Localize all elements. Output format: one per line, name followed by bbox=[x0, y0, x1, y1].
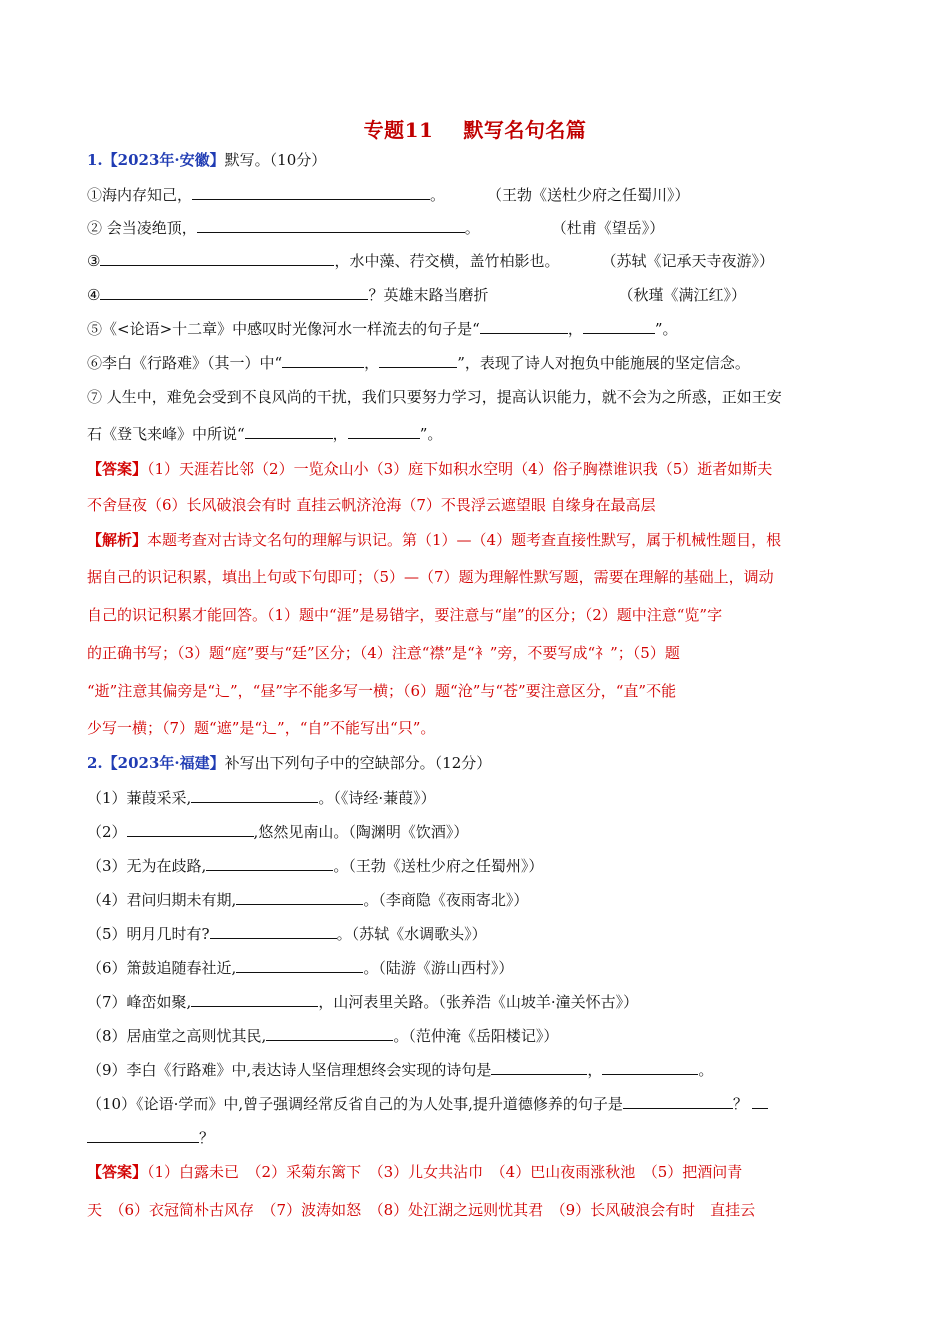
item-text: ⑤《<论语>十二章》中感叹时光像河水一样流去的句子是“ bbox=[87, 320, 480, 338]
item-text: （3）无为在歧路, bbox=[87, 857, 207, 875]
q1-item-4 bbox=[87, 285, 877, 305]
fill-blank bbox=[491, 1060, 587, 1075]
fill-blank bbox=[87, 1128, 199, 1143]
q1-item-7b bbox=[87, 424, 877, 444]
q2-item-10b bbox=[87, 1128, 877, 1148]
item-text: ,悠然见南山。（陶渊明《饮酒》） bbox=[253, 823, 469, 841]
item-text: ①海内存知己， bbox=[87, 186, 193, 204]
fill-blank bbox=[602, 1060, 698, 1075]
q2-source: 【2023年·福建】 bbox=[102, 754, 225, 772]
q2-item-8 bbox=[87, 1026, 877, 1046]
fill-blank bbox=[206, 856, 333, 871]
fill-blank bbox=[192, 185, 430, 200]
q2-item-9 bbox=[87, 1060, 877, 1080]
item-text: ， bbox=[332, 425, 348, 443]
q1-analysis-line-1 bbox=[87, 530, 877, 550]
q1-answer-line-2 bbox=[87, 495, 877, 515]
title-topic-name: 默写名句名篇 bbox=[463, 118, 587, 142]
item-text: 。（苏轼《水调歌头》） bbox=[336, 925, 487, 943]
analysis-tag: 【解析】 bbox=[87, 531, 148, 549]
answer-text: 天 （6）衣冠简朴古风存 （7）波涛如怒 （8）处江湖之远则忧其君 （9）长风破浪会有时 直挂云 bbox=[87, 1201, 756, 1219]
q2-item-2 bbox=[87, 822, 877, 842]
item-text: ， bbox=[364, 354, 380, 372]
fill-blank bbox=[623, 1094, 733, 1109]
answer-text: （1）白露未已 （2）采菊东篱下 （3）儿女共沾巾 （4）巴山夜雨涨秋池 （5）把酒问青 bbox=[147, 1163, 743, 1181]
item-text: ”。 bbox=[654, 320, 678, 338]
item-citation: （苏轼《记承天寺夜游》） bbox=[601, 252, 774, 270]
fill-blank bbox=[100, 251, 334, 266]
fill-blank bbox=[348, 424, 420, 439]
item-text: 。 bbox=[698, 1061, 714, 1079]
q2-item-10a bbox=[87, 1094, 877, 1114]
item-text: （6）箫鼓追随春社近, bbox=[87, 959, 237, 977]
item-text: 石《登飞来峰》中所说“ bbox=[87, 425, 245, 443]
analysis-text: 少写一横；（7）题“遮”是“辶”，“自”不能写出“只”。 bbox=[87, 719, 436, 737]
item-citation: （杜甫《望岳》） bbox=[551, 219, 665, 237]
item-text: ④ bbox=[87, 286, 101, 304]
q2-answer-line-2 bbox=[87, 1200, 877, 1220]
fill-blank bbox=[480, 319, 568, 334]
item-text: 。（王勃《送杜少府之任蜀州》） bbox=[333, 857, 544, 875]
item-citation: （秋瑾《满江红》） bbox=[618, 286, 746, 304]
item-text: （10）《论语·学而》中,曾子强调经常反省自己的为人处事,提升道德修养的句子是 bbox=[87, 1095, 623, 1113]
item-text: ？英雄末路当磨折 bbox=[368, 286, 489, 304]
item-text: （8）居庙堂之高则忧其民, bbox=[87, 1027, 267, 1045]
q1-answer-line-1 bbox=[87, 459, 877, 479]
answer-tag: 【答案】 bbox=[87, 1163, 148, 1181]
fill-blank bbox=[191, 788, 318, 803]
item-text: ⑥李白《行路难》（其一）中“ bbox=[87, 354, 283, 372]
item-text: ？ bbox=[732, 1095, 748, 1113]
q2-header bbox=[87, 753, 877, 773]
fill-blank bbox=[236, 958, 363, 973]
q1-item-2 bbox=[87, 218, 877, 238]
q2-item-6 bbox=[87, 958, 877, 978]
analysis-text: 自己的识记积累才能回答。（1）题中“涯”是易错字，要注意与“崖”的区分；（2）题中注意“览”字 bbox=[87, 606, 723, 624]
item-text: （7）峰峦如聚, bbox=[87, 993, 192, 1011]
q1-item-7a bbox=[87, 387, 877, 407]
item-text: 。（范仲淹《岳阳楼记》） bbox=[393, 1027, 559, 1045]
item-text: （1）蒹葭采采, bbox=[87, 789, 192, 807]
item-text: ， bbox=[567, 320, 583, 338]
fill-blank bbox=[100, 285, 368, 300]
q2-number: 2. bbox=[87, 754, 103, 772]
fill-blank bbox=[752, 1094, 768, 1109]
q2-instruction: 补写出下列句子中的空缺部分。（12分） bbox=[224, 754, 492, 772]
item-citation: （王勃《送杜少府之任蜀川》） bbox=[487, 186, 690, 204]
analysis-text: “逝”注意其偏旁是“辶”，“昼”字不能多写一横；（6）题“沧”与“苍”要注意区分，“直”不能 bbox=[87, 682, 677, 700]
q1-instruction: 默写。（10分） bbox=[224, 151, 327, 169]
q2-item-7 bbox=[87, 992, 877, 1012]
item-text: ”。 bbox=[419, 425, 443, 443]
fill-blank bbox=[266, 1026, 393, 1041]
q1-analysis-line-5 bbox=[87, 681, 877, 701]
q1-item-1 bbox=[87, 185, 877, 205]
q1-item-6 bbox=[87, 353, 877, 373]
item-text: 。（陆游《游山西村》） bbox=[363, 959, 514, 977]
q1-analysis-line-6 bbox=[87, 718, 877, 738]
q2-item-1 bbox=[87, 788, 877, 808]
q2-answer-line-1 bbox=[87, 1162, 877, 1182]
q1-analysis-line-4 bbox=[87, 643, 877, 663]
item-text: ⑦ 人生中，难免会受到不良风尚的干扰，我们只要努力学习，提高认识能力，就不会为之所惑，正如王安 bbox=[87, 388, 782, 406]
item-text: 。 bbox=[464, 219, 480, 237]
fill-blank bbox=[282, 353, 364, 368]
item-text: 。（《诗经·蒹葭》） bbox=[318, 789, 436, 807]
item-text: ，山河表里关路。（张养浩《山坡羊·潼关怀古》） bbox=[318, 993, 639, 1011]
q2-item-4 bbox=[87, 890, 877, 910]
analysis-text: 的正确书写；（3）题“庭”要与“廷”区分；（4）注意“襟”是“衤”旁，不要写成“礻”；（5）题 bbox=[87, 644, 680, 662]
item-text: ，水中藻、荇交横，盖竹柏影也。 bbox=[334, 252, 560, 270]
q1-analysis-line-2 bbox=[87, 567, 877, 587]
q1-source: 【2023年·安徽】 bbox=[102, 151, 225, 169]
item-text: （9）李白《行路难》中,表达诗人坚信理想终会实现的诗句是 bbox=[87, 1061, 492, 1079]
item-text: （2） bbox=[87, 823, 127, 841]
q1-item-5 bbox=[87, 319, 877, 339]
q1-header bbox=[87, 150, 877, 170]
item-text: ② 会当凌绝顶， bbox=[87, 219, 197, 237]
fill-blank bbox=[583, 319, 655, 334]
fill-blank bbox=[236, 890, 363, 905]
title-topic-number: 专题11 bbox=[363, 118, 434, 142]
q2-item-5 bbox=[87, 924, 877, 944]
item-text: （5）明月几时有? bbox=[87, 925, 210, 943]
item-text: 。 bbox=[430, 186, 446, 204]
fill-blank bbox=[197, 218, 465, 233]
q1-item-3 bbox=[87, 251, 877, 271]
fill-blank bbox=[210, 924, 337, 939]
item-text: ③ bbox=[87, 252, 101, 270]
item-text: ， bbox=[587, 1061, 603, 1079]
fill-blank bbox=[191, 992, 318, 1007]
answer-text: （1）天涯若比邻（2）一览众山小（3）庭下如积水空明（4）俗子胸襟谁识我（5）逝者如斯夫 bbox=[147, 460, 773, 478]
item-text: ？ bbox=[199, 1129, 215, 1147]
item-text: 。（李商隐《夜雨寄北》） bbox=[363, 891, 529, 909]
page-title bbox=[0, 114, 950, 143]
q1-analysis-line-3 bbox=[87, 605, 877, 625]
answer-tag: 【答案】 bbox=[87, 460, 148, 478]
item-text: （4）君问归期未有期, bbox=[87, 891, 237, 909]
fill-blank bbox=[379, 353, 457, 368]
analysis-text: 据自己的识记积累，填出上句或下句即可；（5）—（7）题为理解性默写题，需要在理解的基础上，调动 bbox=[87, 568, 774, 586]
item-text: ”，表现了诗人对抱负中能施展的坚定信念。 bbox=[457, 354, 750, 372]
analysis-text: 本题考查对古诗文名句的理解与识记。第（1）—（4）题考查直接性默写，属于机械性题目，根 bbox=[147, 531, 782, 549]
answer-text: 不舍昼夜（6）长风破浪会有时 直挂云帆济沧海（7）不畏浮云遮望眼 自缘身在最高层 bbox=[87, 496, 656, 514]
q1-number: 1. bbox=[87, 151, 103, 169]
fill-blank bbox=[245, 424, 333, 439]
q2-item-3 bbox=[87, 856, 877, 876]
fill-blank bbox=[127, 822, 254, 837]
